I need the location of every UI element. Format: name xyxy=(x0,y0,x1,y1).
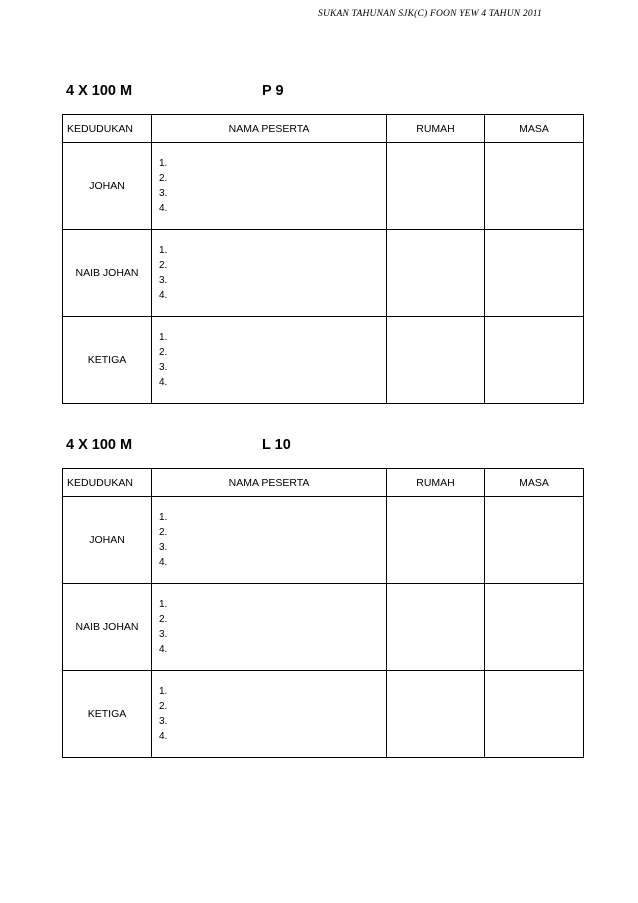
participant-slot: 1. xyxy=(159,332,168,343)
event-distance: 4 X 100 M xyxy=(66,437,133,453)
masa-cell[interactable] xyxy=(485,143,584,230)
participant-slot: 3. xyxy=(159,188,168,199)
table-header-row xyxy=(63,115,584,143)
participant-slot: 2. xyxy=(159,173,168,184)
participant-list xyxy=(159,684,386,744)
results-table-1 xyxy=(62,114,584,404)
table-row xyxy=(63,317,584,404)
participant-slot: 3. xyxy=(159,362,168,373)
place-label: KETIGA xyxy=(63,671,152,758)
participant-slot: 2. xyxy=(159,260,168,271)
page-header: SUKAN TAHUNAN SJK(C) FOON YEW 4 TAHUN 2011 xyxy=(318,9,543,19)
participant-list xyxy=(159,156,386,216)
participant-slot: 3. xyxy=(159,275,168,286)
event-category: L 10 xyxy=(262,437,291,453)
rumah-cell[interactable] xyxy=(387,143,485,230)
rumah-cell[interactable] xyxy=(387,317,485,404)
column-header-nama-peserta: NAMA PESERTA xyxy=(152,469,387,497)
masa-cell[interactable] xyxy=(485,230,584,317)
rumah-cell[interactable] xyxy=(387,671,485,758)
place-label: KETIGA xyxy=(63,317,152,404)
table-row xyxy=(63,230,584,317)
participant-slot: 4. xyxy=(159,203,168,214)
column-header-kedudukan: KEDUDUKAN xyxy=(63,115,152,143)
rumah-cell[interactable] xyxy=(387,497,485,584)
event-title-2 xyxy=(66,437,291,453)
participant-slot: 3. xyxy=(159,542,168,553)
column-header-kedudukan: KEDUDUKAN xyxy=(63,469,152,497)
column-header-nama-peserta: NAMA PESERTA xyxy=(152,115,387,143)
participant-slot: 4. xyxy=(159,557,168,568)
participant-slot: 2. xyxy=(159,614,168,625)
participant-slot: 1. xyxy=(159,686,168,697)
table-row xyxy=(63,584,584,671)
participant-slot: 1. xyxy=(159,158,168,169)
column-header-masa: MASA xyxy=(485,115,584,143)
column-header-rumah: RUMAH xyxy=(387,469,485,497)
masa-cell[interactable] xyxy=(485,584,584,671)
table-row xyxy=(63,143,584,230)
masa-cell[interactable] xyxy=(485,671,584,758)
rumah-cell[interactable] xyxy=(387,584,485,671)
participant-list xyxy=(159,330,386,390)
participant-slot: 2. xyxy=(159,701,168,712)
participant-slot: 1. xyxy=(159,599,168,610)
participant-list xyxy=(159,510,386,570)
participant-slot: 2. xyxy=(159,527,168,538)
participant-list xyxy=(159,597,386,657)
participant-slot: 4. xyxy=(159,377,168,388)
participant-slot: 3. xyxy=(159,629,168,640)
participant-names-cell[interactable] xyxy=(152,317,387,404)
participant-names-cell[interactable] xyxy=(152,143,387,230)
rumah-cell[interactable] xyxy=(387,230,485,317)
place-label: JOHAN xyxy=(63,497,152,584)
participant-slot: 4. xyxy=(159,290,168,301)
participant-slot: 4. xyxy=(159,644,168,655)
column-header-masa: MASA xyxy=(485,469,584,497)
results-table-2 xyxy=(62,468,584,758)
participant-list xyxy=(159,243,386,303)
participant-slot: 4. xyxy=(159,731,168,742)
place-label: NAIB JOHAN xyxy=(63,584,152,671)
participant-slot: 3. xyxy=(159,716,168,727)
participant-names-cell[interactable] xyxy=(152,584,387,671)
participant-slot: 2. xyxy=(159,347,168,358)
event-category: P 9 xyxy=(262,83,284,99)
place-label: JOHAN xyxy=(63,143,152,230)
event-title-1 xyxy=(66,83,284,99)
participant-slot: 1. xyxy=(159,245,168,256)
participant-names-cell[interactable] xyxy=(152,230,387,317)
table-row xyxy=(63,671,584,758)
participant-slot: 1. xyxy=(159,512,168,523)
table-header-row xyxy=(63,469,584,497)
participant-names-cell[interactable] xyxy=(152,671,387,758)
place-label: NAIB JOHAN xyxy=(63,230,152,317)
column-header-rumah: RUMAH xyxy=(387,115,485,143)
masa-cell[interactable] xyxy=(485,497,584,584)
table-row xyxy=(63,497,584,584)
event-distance: 4 X 100 M xyxy=(66,83,133,99)
participant-names-cell[interactable] xyxy=(152,497,387,584)
masa-cell[interactable] xyxy=(485,317,584,404)
